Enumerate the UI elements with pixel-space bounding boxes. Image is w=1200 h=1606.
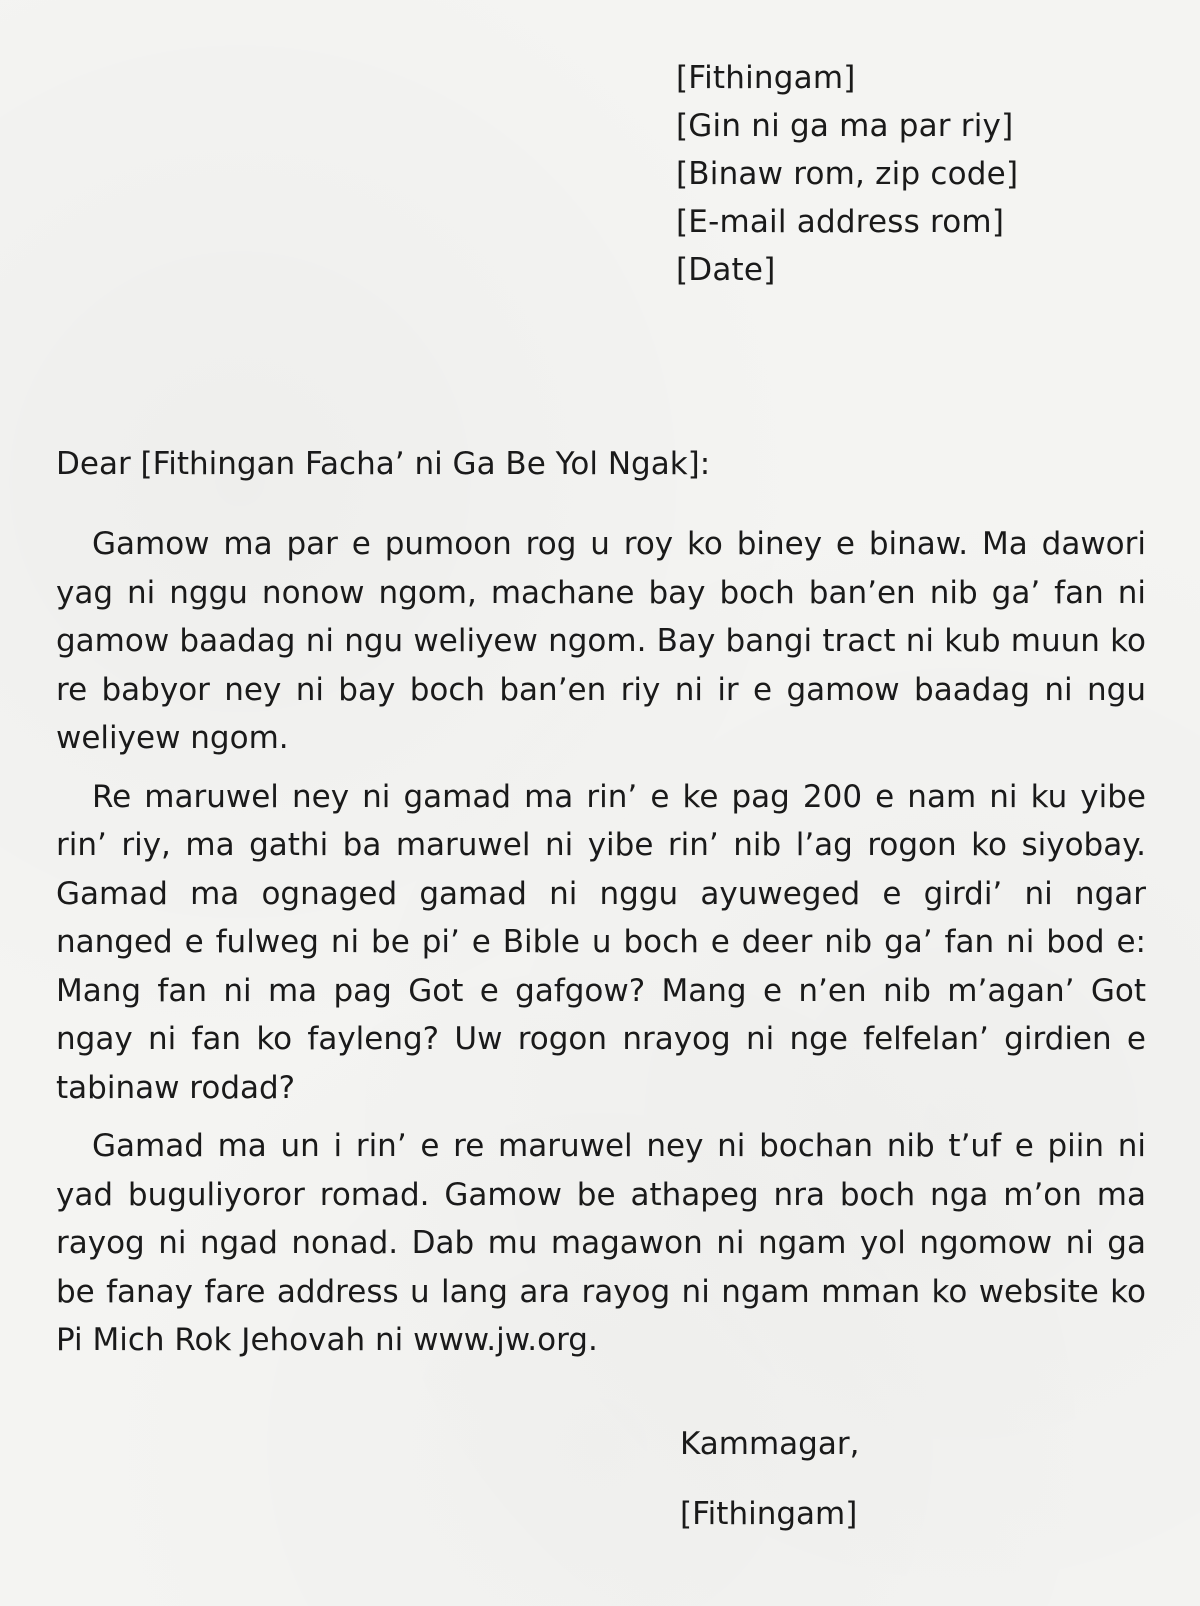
sender-email: [E-mail address rom] xyxy=(676,204,1005,240)
body-paragraph-2: Re maruwel ney ni gamad ma rin’ e ke pag 200 e nam ni ku yibe rin’ riy, ma gathi ba maruwel ni yibe rin’ nib l’ag rogon ko siyobay. Gamad ma ognaged gamad ni nggu ayuweged e girdi’ ni ngar nanged e fulweg ni be pi’ e Bible u boch e deer nib ga’ fan ni bod e: Mang fan ni ma pag Got e gafgow? Mang e n’en nib m’agan’ Got ngay ni fan ko fayleng? Uw rogon nrayog ni nge felfelan’ girdien e tabinaw rodad? xyxy=(56,778,1146,1106)
sender-name: [Fithingam] xyxy=(676,60,856,96)
body-paragraph-1: Gamow ma par e pumoon rog u roy ko biney e binaw. Ma dawori yag ni nggu nonow ngom, machane bay boch ban’en nib ga’ fan ni gamow baadag ni ngu weliyew ngom. Bay bangi tract ni kub muun ko re babyor ney ni bay boch ban’en riy ni ir e gamow baadag ni ngu weliyew ngom. xyxy=(56,526,1146,756)
sender-street: [Gin ni ga ma par riy] xyxy=(676,108,1014,144)
body-paragraph-3: Gamad ma un i rin’ e re maruwel ney ni bochan nib t’uf e piin ni yad buguliyoror romad. Gamow be athapeg nra boch nga m’on ma rayog ni ngad nonad. Dab mu magawon ni ngam yol ngomow ni ga be fanay fare address u lang ara rayog ni ngam mman ko website ko Pi Mich Rok Jehovah ni www.jw.org. xyxy=(56,1128,1146,1358)
signature: [Fithingam] xyxy=(680,1496,858,1532)
letter-body xyxy=(56,520,1146,1375)
closing: Kammagar, xyxy=(680,1426,860,1462)
salutation: Dear [Fithingan Facha’ ni Ga Be Yol Ngak]: xyxy=(56,446,711,482)
sender-address-block xyxy=(676,54,1018,294)
letter-date: [Date] xyxy=(676,252,776,288)
sender-city-zip: [Binaw rom, zip code] xyxy=(676,156,1019,192)
